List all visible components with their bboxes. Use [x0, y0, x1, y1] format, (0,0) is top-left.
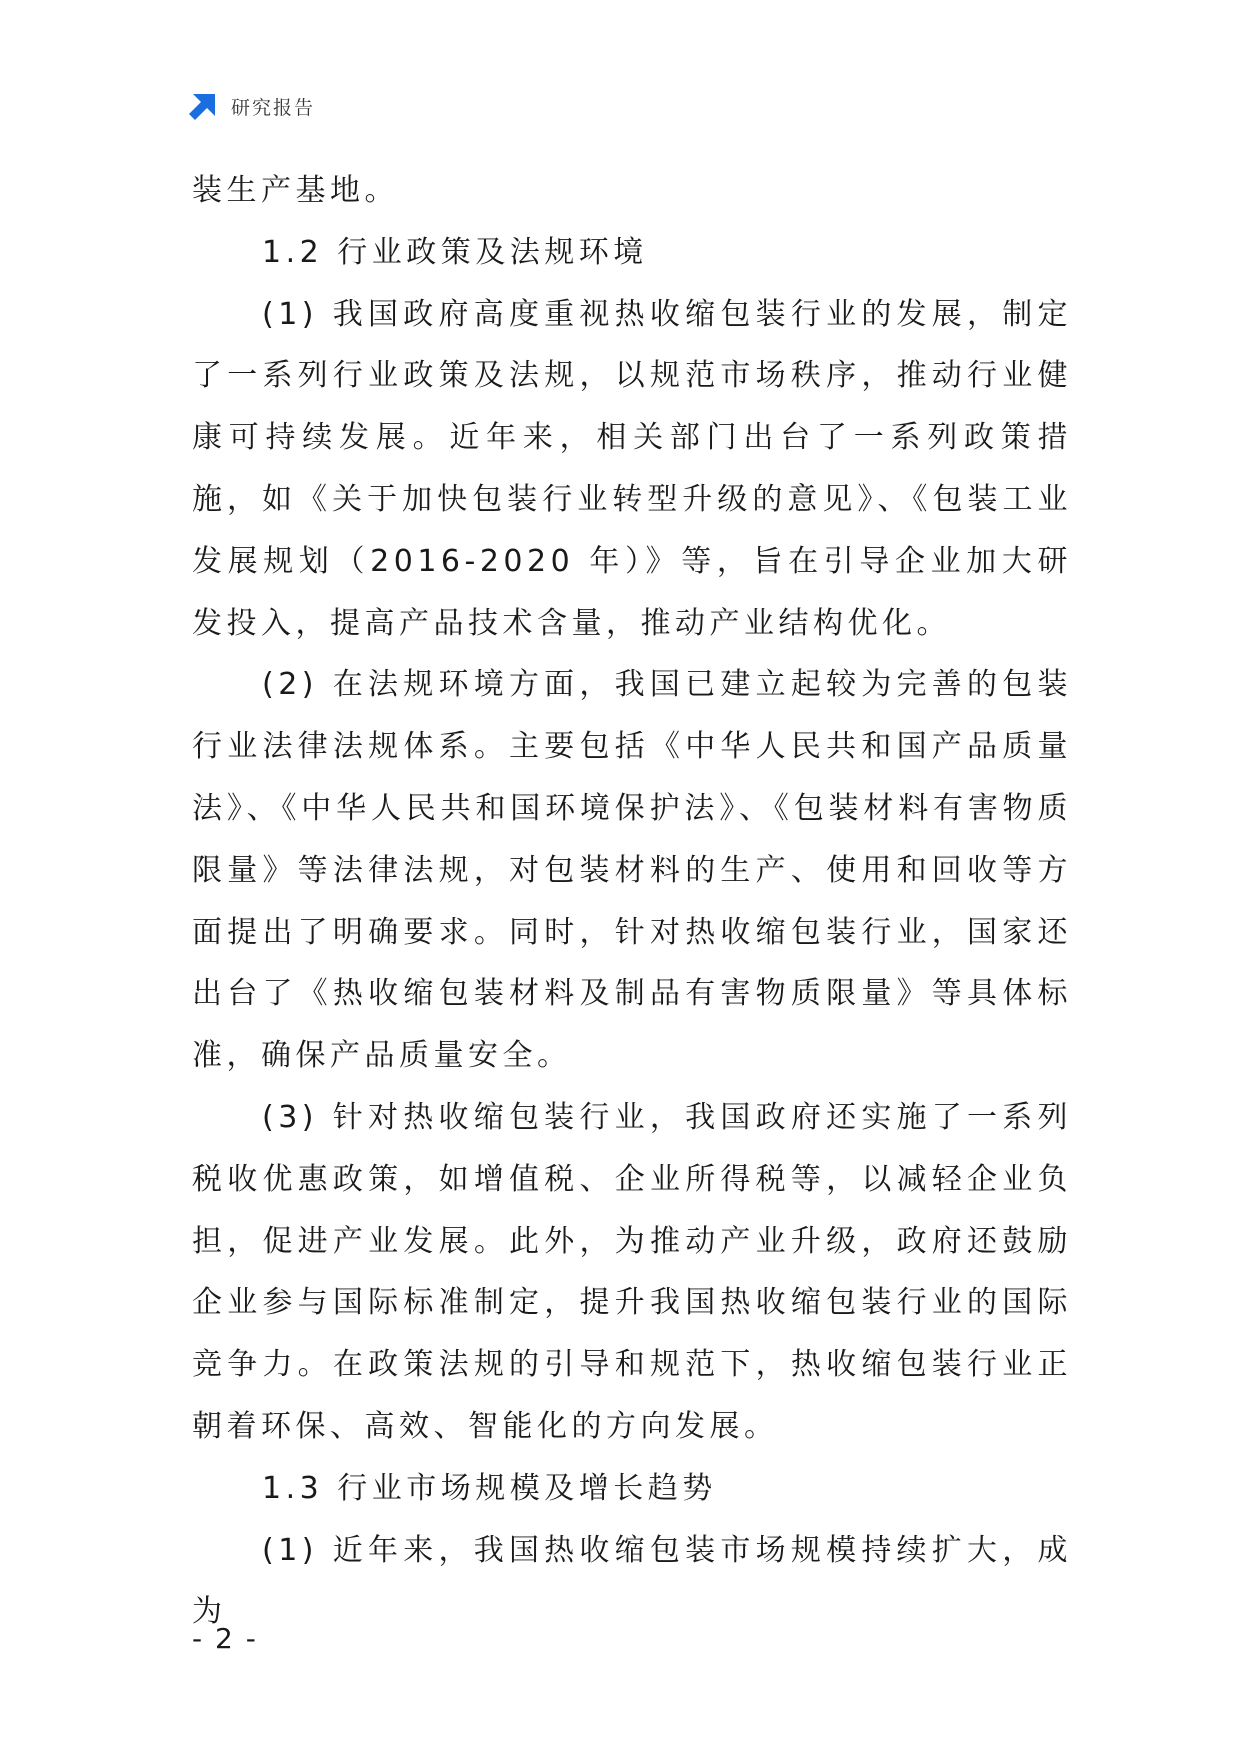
paragraph-policy-2: (2) 在法规环境方面，我国已建立起较为完善的包装行业法律法规体系。主要包括《中华人民共和国产品质量法》、《中华人民共和国环境保护法》、《包装材料有害物质限量》等法律法规，对包装材料的生产、使用和回收等方面提出了明确要求。同时，针对热收缩包装行业，国家还出台了《热收缩包装材料及制品有害物质限量》等具体标准，确保产品质量安全。 — [192, 667, 1072, 1074]
paragraph-market-1: (1) 近年来，我国热收缩包装市场规模持续扩大，成为 — [192, 1532, 1072, 1630]
report-header — [187, 88, 315, 124]
paragraph-continuation: 装生产基地。 — [192, 173, 399, 208]
paragraph-policy-3: (3) 针对热收缩包装行业，我国政府还实施了一系列税收优惠政策，如增值税、企业所得税等，以减轻企业负担，促进产业发展。此外，为推动产业升级，政府还鼓励企业参与国际标准制定，提升我国热收缩包装行业的国际竞争力。在政策法规的引导和规范下，热收缩包装行业正朝着环保、高效、智能化的方向发展。 — [192, 1099, 1072, 1444]
header-title: 研究报告 — [231, 96, 316, 119]
document-body — [192, 160, 1072, 1643]
section-heading-1-3: 1.3 行业市场规模及增长趋势 — [262, 1470, 717, 1506]
arrow-logo-icon — [187, 90, 219, 122]
page-number: - 2 - — [192, 1622, 258, 1655]
section-heading-1-2: 1.2 行业政策及法规环境 — [262, 234, 648, 270]
paragraph-policy-1: (1) 我国政府高度重视热收缩包装行业的发展，制定了一系列行业政策及法规，以规范市场秩序，推动行业健康可持续发展。近年来，相关部门出台了一系列政策措施，如《关于加快包装行业转型升级的意见》、《包装工业发展规划（2016-2020 年）》等，旨在引导企业加大研发投入，提高产品技术含量，推动产业结构优化。 — [192, 296, 1072, 641]
